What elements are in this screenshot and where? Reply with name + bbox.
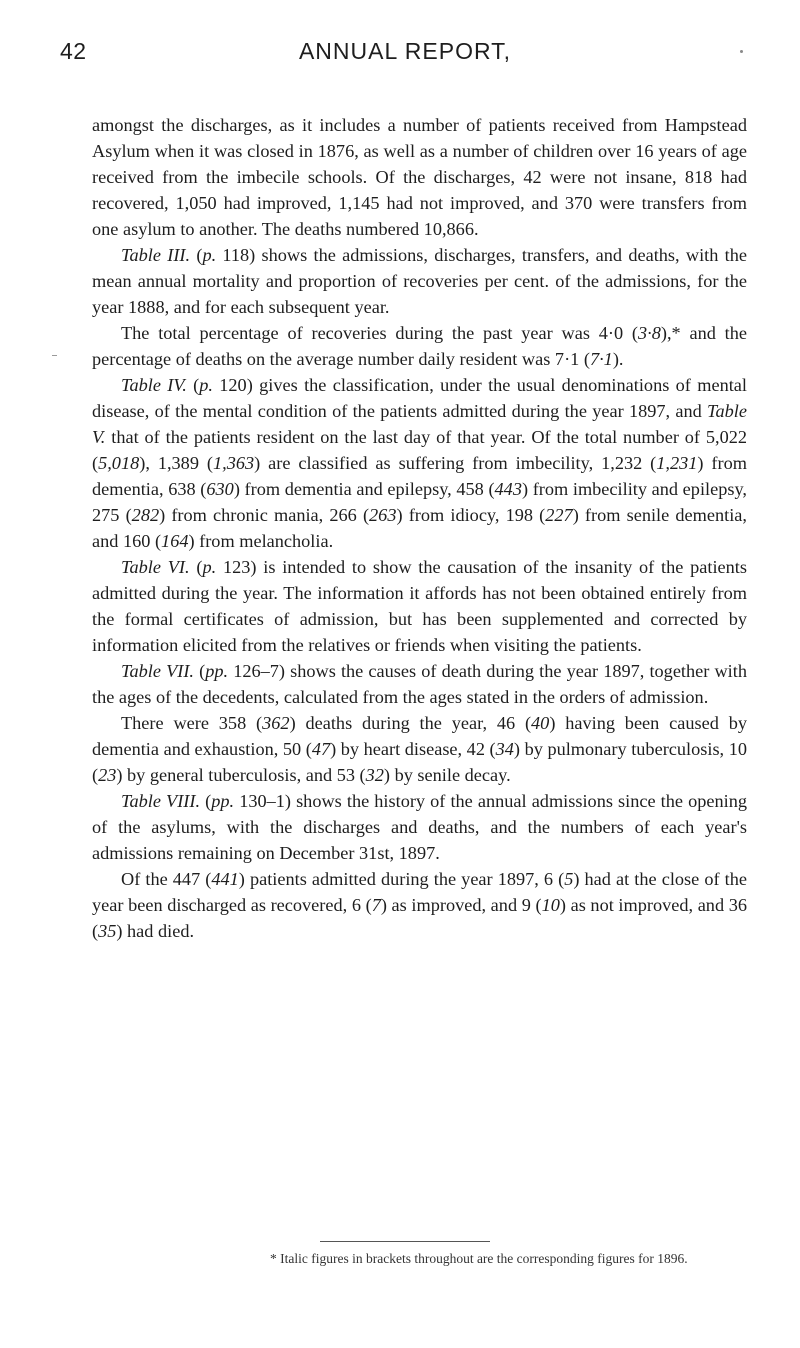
italic-figure: 34 <box>495 739 514 759</box>
italic-figure: p. <box>202 245 217 265</box>
text-run: ) as improved, and 9 ( <box>380 895 542 915</box>
italic-figure: 164 <box>161 531 189 551</box>
text-run: ) from imbecility and epilepsy, 275 ( <box>92 479 747 525</box>
text-run: ) from senile dementia, and 160 ( <box>92 505 747 551</box>
text-run: ) had at the close of the year been discharged as recovered, 6 ( <box>92 869 747 915</box>
paragraph-5 <box>92 554 747 658</box>
italic-figure: 1,363 <box>213 453 255 473</box>
text-run: Of the 447 ( <box>121 869 212 889</box>
text-run: ),* and the percentage of deaths on the average number daily resident was 7·1 ( <box>92 323 747 369</box>
text-run: 130–1) shows the history of the annual admissions since the opening of the asylums, with the discharges and deaths, and the numbers of each year's admissions remaining on December 31st, 1897. <box>92 791 748 863</box>
paragraph-7 <box>92 710 747 788</box>
text-run: ( <box>186 375 200 395</box>
italic-figure: 23 <box>98 765 117 785</box>
text-run: ( <box>194 661 206 681</box>
text-run: ( <box>190 245 203 265</box>
italic-figure: 7 <box>371 895 381 915</box>
text-run: ) having been caused by dementia and exhaustion, 50 ( <box>92 713 747 759</box>
paragraph-6 <box>92 658 747 710</box>
italic-figure: Table VII. <box>121 661 194 681</box>
text-run: ) as not improved, and 36 ( <box>92 895 748 941</box>
text-run: 123) is intended to show the causation of the insanity of the patients admitted during the year. The information it affords has not been obtained entirely from the formal certificates of admission, but has been supplemented and corrected by information elicited from the relatives or friends when visiting the patients. <box>92 557 747 655</box>
text-run: ) by senile decay. <box>383 765 511 785</box>
paragraph-3 <box>92 320 747 372</box>
italic-figure: 441 <box>211 869 239 889</box>
italic-figure: pp. <box>211 791 235 811</box>
italic-figure: 47 <box>311 739 331 759</box>
italic-figure: Table III. <box>121 245 191 265</box>
text-run: ) from dementia and epilepsy, 458 ( <box>233 479 495 499</box>
text-run: ) from chronic mania, 266 ( <box>159 505 370 525</box>
italic-figure: 1,231 <box>656 453 698 473</box>
text-run: ) are classified as suffering from imbecility, 1,232 ( <box>254 453 657 473</box>
italic-figure: 263 <box>369 505 397 525</box>
margin-mark <box>52 355 57 356</box>
italic-figure: 5 <box>564 869 574 889</box>
text-run: There were 358 ( <box>121 713 263 733</box>
text-run: ( <box>200 791 212 811</box>
text-run: ) from melancholia. <box>188 531 334 551</box>
italic-figure: 227 <box>545 505 573 525</box>
text-run: ) patients admitted during the year 1897, 6 ( <box>238 869 565 889</box>
italic-figure: Table VIII. <box>121 791 201 811</box>
italic-figure: 7·1 <box>589 349 613 369</box>
italic-figure: Table V. <box>92 401 747 447</box>
italic-figure: 362 <box>262 713 290 733</box>
text-run: ) from dementia, 638 ( <box>92 453 747 499</box>
footnote: * Italic figures in brackets throughout are the corresponding figures for 1896. <box>270 1251 688 1266</box>
running-title: ANNUAL REPORT, <box>298 38 512 64</box>
italic-figure: Table VI. <box>121 557 190 577</box>
text-run: ) by pulmonary tuberculosis, 10 ( <box>92 739 747 785</box>
italic-figure: p. <box>202 557 217 577</box>
italic-figure: 3·8 <box>638 323 661 343</box>
text-run: 118) shows the admissions, discharges, transfers, and deaths, with the mean annual mortality and proportion of recoveries per cent. of the admissions, for the year 1888, and for each subsequent year. <box>92 245 747 317</box>
italic-figure: 630 <box>206 479 234 499</box>
italic-figure: p. <box>199 375 213 395</box>
italic-figure: 40 <box>531 713 550 733</box>
paragraph-2 <box>92 242 747 320</box>
italic-figure: 10 <box>541 895 560 915</box>
report-body <box>92 112 747 944</box>
page-header <box>60 38 750 78</box>
page-number: 42 <box>60 38 87 64</box>
paragraph-1 <box>92 112 747 242</box>
text-run: that of the patients resident on the last day of that year. Of the total number of 5,022 ( <box>92 427 747 473</box>
paragraph-8 <box>92 788 747 866</box>
italic-figure: 282 <box>131 505 160 525</box>
text-run: 126–7) shows the causes of death during the year 1897, together with the ages of the decedents, calculated from the ages stated in the orders of admission. <box>92 661 747 707</box>
italic-figure: 5,018 <box>98 453 140 473</box>
italic-figure: 35 <box>98 921 117 941</box>
text-run: ) by heart disease, 42 ( <box>330 739 496 759</box>
italic-figure: 32 <box>365 765 384 785</box>
italic-figure: 443 <box>494 479 522 499</box>
footnote-rule <box>320 1241 490 1242</box>
paragraph-9 <box>92 866 747 944</box>
text-run: ) by general tuberculosis, and 53 ( <box>116 765 366 785</box>
text-run: ) from idiocy, 198 ( <box>396 505 546 525</box>
text-run: ). <box>612 349 624 369</box>
text-run: ) deaths during the year, 46 ( <box>289 713 532 733</box>
text-run: amongst the discharges, as it includes a number of patients received from Hampstead Asylum when it was closed in 1876, as well as a number of children over 16 years of age received from the imbecile schools. Of the discharges, 42 were not insane, 818 had recovered, 1,050 had improved, 1,145 had not improved, and 370 were transfers from one asylum to another. The deaths numbered 10,866. <box>92 115 747 239</box>
italic-figure: pp. <box>205 661 229 681</box>
paragraph-4 <box>92 372 747 554</box>
italic-figure: Table IV. <box>121 375 187 395</box>
text-run: The total percentage of recoveries during the past year was 4·0 ( <box>121 323 639 343</box>
text-run: ( <box>189 557 203 577</box>
page-blemish <box>740 50 743 53</box>
text-run: 120) gives the classification, under the usual denominations of mental disease, of the mental condition of the patients admitted during the year 1897, and <box>92 375 747 421</box>
text-run: ) had died. <box>116 921 195 941</box>
text-run: ), 1,389 ( <box>139 453 213 473</box>
